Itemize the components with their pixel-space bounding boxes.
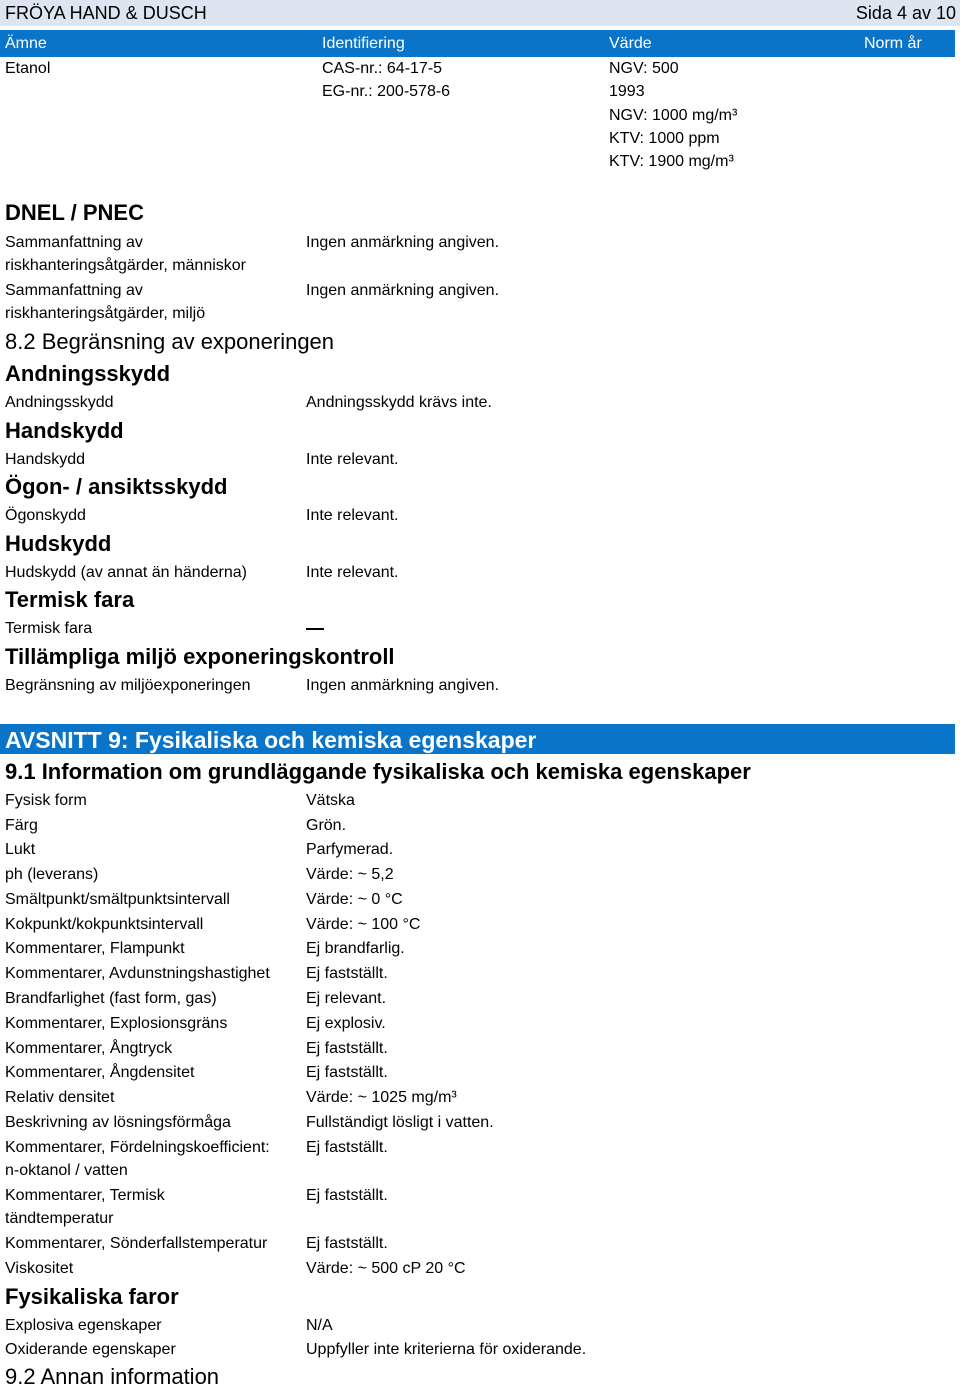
table-header <box>0 30 955 57</box>
property-value: Värde: ~ 1025 mg/m³ <box>306 1089 457 1106</box>
property-label: Beskrivning av lösningsförmåga <box>5 1114 231 1131</box>
limit-value: NGV: 1000 mg/m³ <box>609 107 738 124</box>
section-9-1-title: 9.1 Information om grundläggande fysikaliska och kemiska egenskaper <box>5 759 751 784</box>
property-label: Brandfarlighet (fast form, gas) <box>5 990 217 1007</box>
group-label: Ögonskydd <box>5 507 86 524</box>
dnel-label: riskhanteringsåtgärder, miljö <box>5 305 206 322</box>
property-value: Ej brandfarlig. <box>306 940 405 957</box>
empty-value-dash <box>306 628 324 630</box>
property-value: Grön. <box>306 817 347 834</box>
property-value: Uppfyller inte kriterierna för oxiderande. <box>306 1341 587 1358</box>
col-varde: Värde <box>609 35 652 52</box>
property-value: Ej fastställt. <box>306 1187 388 1204</box>
property-label: Relativ densitet <box>5 1089 115 1106</box>
property-value: Ej fastställt. <box>306 1139 388 1156</box>
property-value: Ej relevant. <box>306 990 387 1007</box>
section-9-title: AVSNITT 9: Fysikaliska och kemiska egenskaper <box>5 727 537 753</box>
property-label: tändtemperatur <box>5 1210 114 1227</box>
col-amne: Ämne <box>5 35 47 52</box>
group-heading: Tillämpliga miljö exponeringskontroll <box>5 644 395 669</box>
physical-hazards-title: Fysikaliska faror <box>5 1284 179 1309</box>
group-label: Andningsskydd <box>5 394 114 411</box>
property-label: n-oktanol / vatten <box>5 1162 128 1179</box>
property-value: Vätska <box>306 792 355 809</box>
group-heading: Andningsskydd <box>5 361 171 386</box>
group-label: Handskydd <box>5 451 86 468</box>
dnel-title: DNEL / PNEC <box>5 200 144 225</box>
product-name: FRÖYA HAND & DUSCH <box>5 3 207 23</box>
eg-number: EG-nr.: 200-578-6 <box>322 83 451 100</box>
property-value: Fullständigt lösligt i vatten. <box>306 1114 494 1131</box>
section-9-2-title: 9.2 Annan information <box>5 1364 220 1389</box>
cas-number: CAS-nr.: 64-17-5 <box>322 60 443 77</box>
property-label: Färg <box>5 817 38 834</box>
property-label: Explosiva egenskaper <box>5 1317 162 1334</box>
group-heading: Ögon- / ansiktsskydd <box>5 474 228 499</box>
col-identifiering: Identifiering <box>322 35 405 52</box>
property-label: Viskositet <box>5 1260 74 1277</box>
group-heading: Handskydd <box>5 418 124 443</box>
property-label: Kommentarer, Ångdensitet <box>5 1064 195 1081</box>
property-label: Kommentarer, Termisk <box>5 1187 165 1204</box>
limit-value: 1993 <box>609 83 645 100</box>
page-number: Sida 4 av 10 <box>855 3 956 23</box>
limit-value: NGV: 500 <box>609 60 679 77</box>
substance-name: Etanol <box>5 60 51 77</box>
property-label: Kommentarer, Avdunstningshastighet <box>5 965 270 982</box>
dnel-label: riskhanteringsåtgärder, människor <box>5 257 247 274</box>
group-label: Termisk fara <box>5 620 93 637</box>
property-label: Smältpunkt/smältpunktsintervall <box>5 891 230 908</box>
property-value: Värde: ~ 500 cP 20 °C <box>306 1260 466 1277</box>
property-value: Ej fastställt. <box>306 1040 388 1057</box>
property-value: Ej explosiv. <box>306 1015 386 1032</box>
property-label: Kommentarer, Fördelningskoefficient: <box>5 1139 270 1156</box>
group-value: Andningsskydd krävs inte. <box>306 394 492 411</box>
group-label: Begränsning av miljöexponeringen <box>5 677 251 694</box>
property-value: Värde: ~ 0 °C <box>306 891 403 908</box>
property-value: Parfymerad. <box>306 841 394 858</box>
section-8-2-title: 8.2 Begränsning av exponeringen <box>5 329 335 354</box>
property-value: Ej fastställt. <box>306 1235 388 1252</box>
group-value: Inte relevant. <box>306 451 399 468</box>
property-label: Oxiderande egenskaper <box>5 1341 176 1358</box>
limit-value: KTV: 1000 ppm <box>609 130 720 147</box>
group-heading: Hudskydd <box>5 531 112 556</box>
property-label: Kommentarer, Ångtryck <box>5 1040 173 1057</box>
group-value: Ingen anmärkning angiven. <box>306 677 500 694</box>
property-value: Ej fastställt. <box>306 965 388 982</box>
dnel-value: Ingen anmärkning angiven. <box>306 234 500 251</box>
property-label: ph (leverans) <box>5 866 99 883</box>
property-value: Värde: ~ 100 °C <box>306 916 421 933</box>
dnel-label: Sammanfattning av <box>5 234 143 251</box>
property-value: N/A <box>306 1317 333 1334</box>
dnel-label: Sammanfattning av <box>5 282 143 299</box>
property-label: Kommentarer, Flampunkt <box>5 940 185 957</box>
dnel-value: Ingen anmärkning angiven. <box>306 282 500 299</box>
property-label: Lukt <box>5 841 36 858</box>
col-norm-ar: Norm år <box>864 35 922 52</box>
property-label: Kokpunkt/kokpunktsintervall <box>5 916 204 933</box>
property-label: Kommentarer, Explosionsgräns <box>5 1015 228 1032</box>
group-value: Inte relevant. <box>306 564 399 581</box>
group-heading: Termisk fara <box>5 587 135 612</box>
property-label: Kommentarer, Sönderfallstemperatur <box>5 1235 268 1252</box>
property-value: Ej fastställt. <box>306 1064 388 1081</box>
group-label: Hudskydd (av annat än händerna) <box>5 564 247 581</box>
group-value: Inte relevant. <box>306 507 399 524</box>
limit-value: KTV: 1900 mg/m³ <box>609 153 734 170</box>
property-value: Värde: ~ 5,2 <box>306 866 394 883</box>
property-label: Fysisk form <box>5 792 87 809</box>
